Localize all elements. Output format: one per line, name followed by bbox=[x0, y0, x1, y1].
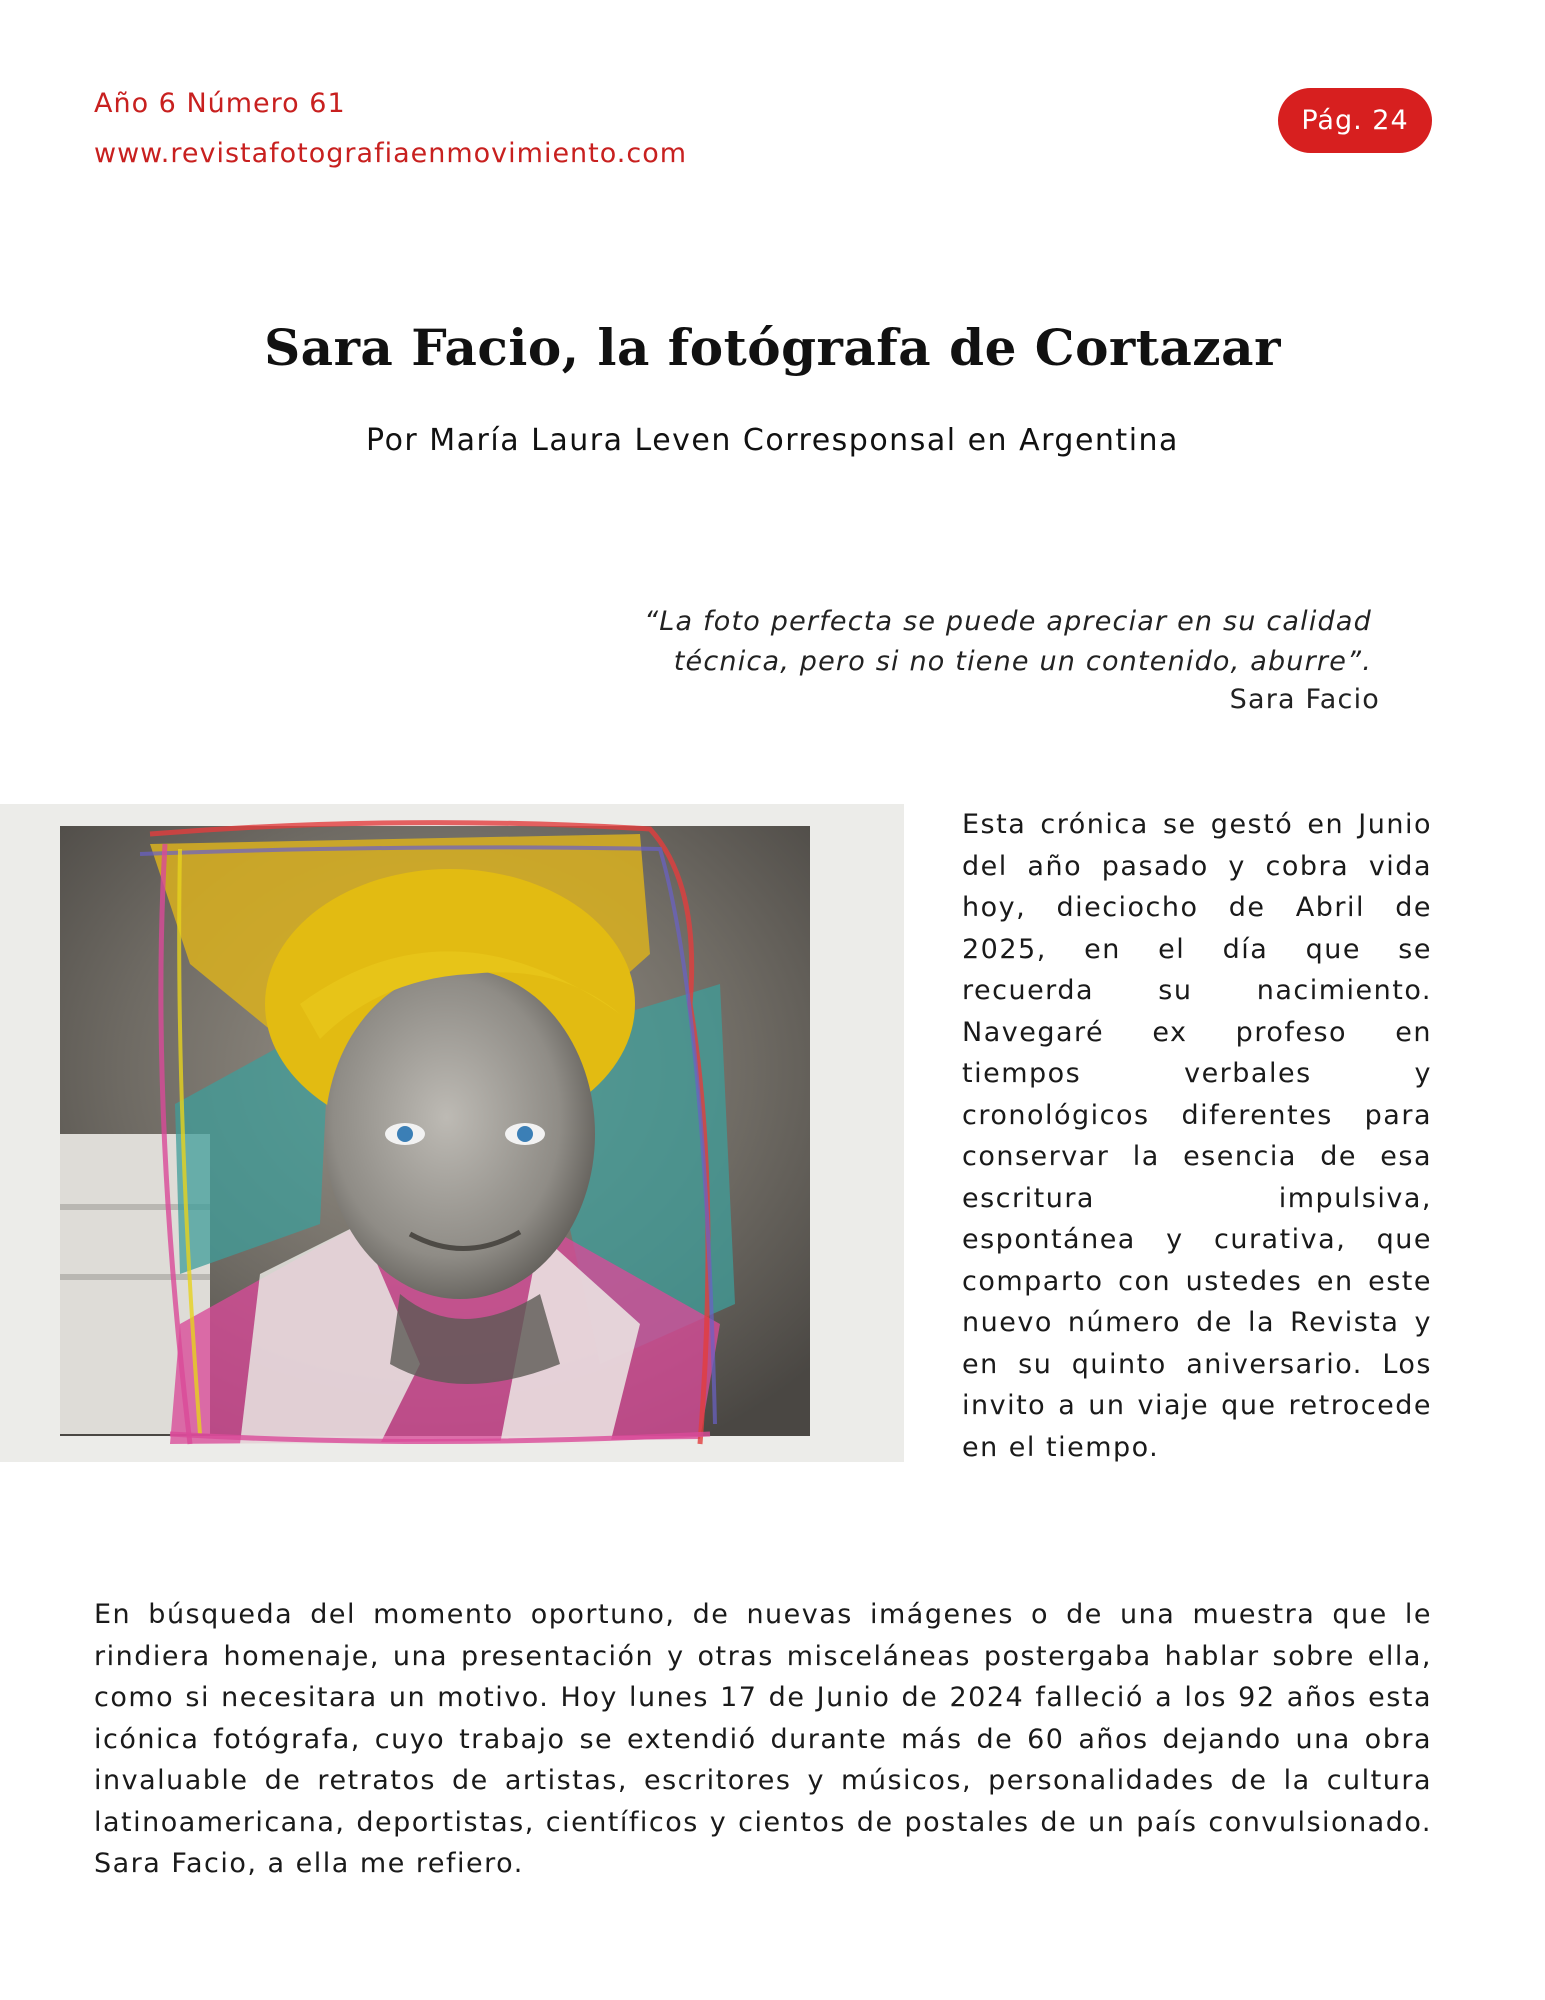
intro-paragraph: Esta crónica se gestó en Junio del año pasado y cobra vida hoy, dieciocho de Abril de 2025, en el día que se recuerda su nacimiento. Navegaré ex profeso en tiempos verbales y cronológicos diferentes para conservar la esencia de esa escritura impulsiva, espontánea y curativa, que comparto con ustedes en este nuevo número de la Revista y en su quinto aniversario. Los invito a un viaje que retrocede en el tiempo. bbox=[962, 809, 1432, 1463]
article-title: Sara Facio, la fotógrafa de Cortazar bbox=[264, 318, 1281, 377]
body-paragraph: En búsqueda del momento oportuno, de nuevas imágenes o de una muestra que le rindiera homenaje, una presentación y otras misceláneas postergaba hablar sobre ella, como si necesitara un motivo. Hoy lunes 17 de Junio de 2024 falleció a los 92 años esta icónica fotógrafa, cuyo trabajo se extendió durante más de 60 años dejando una obra invaluable de retratos de artistas, escritores y músicos, personalidades de la cultura latinoamericana, deportistas, científicos y cientos de postales de un país convulsionado. Sara Facio, a ella me refiero. bbox=[94, 1599, 1432, 1879]
pull-quote-line-2: técnica, pero si no tiene un contenido, aburre”. bbox=[673, 646, 1372, 677]
article-byline: Por María Laura Leven Corresponsal en Argentina bbox=[366, 423, 1179, 458]
portrait-photo bbox=[0, 804, 904, 1462]
pull-quote-line-1: “La foto perfecta se puede apreciar en su calidad bbox=[644, 606, 1372, 637]
website-link[interactable]: www.revistafotografiaenmovimiento.com bbox=[94, 138, 688, 169]
pull-quote-author: Sara Facio bbox=[1229, 684, 1380, 715]
pull-quote bbox=[560, 602, 1372, 682]
issue-number: Año 6 Número 61 bbox=[94, 88, 346, 119]
page-number-badge: Pág. 24 bbox=[1278, 88, 1432, 153]
